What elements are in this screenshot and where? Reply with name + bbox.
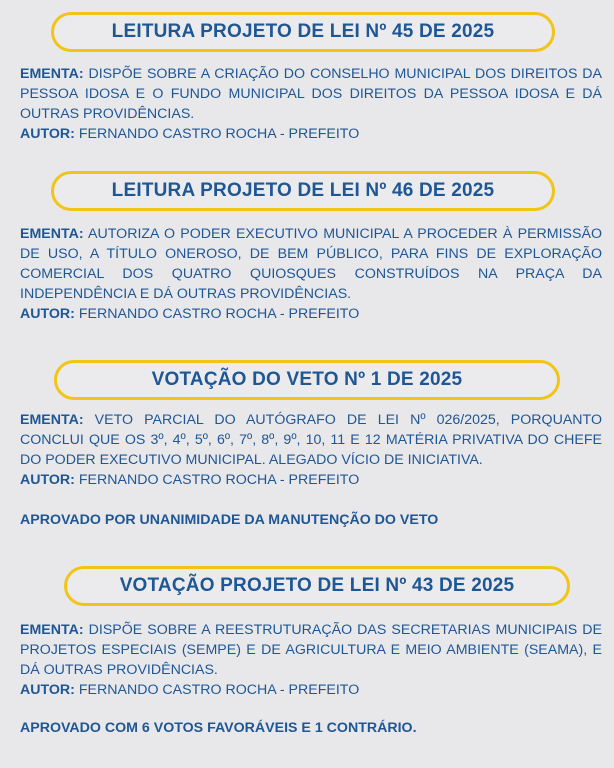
ementa-1 xyxy=(20,64,602,124)
ementa-text-4: DISPÕE SOBRE A REESTRUTURAÇÃO DAS SECRETARIAS MUNICIPAIS DE PROJETOS ESPECIAIS (SEMPE) E DE AGRICULTURA E MEIO AMBIENTE (SEAMA), E DÁ OUTRAS PROVIDÊNCIAS. xyxy=(20,622,602,678)
item-3-body xyxy=(20,410,602,490)
heading-pill-3 xyxy=(54,360,560,400)
ementa-label-3: EMENTA: xyxy=(20,412,84,428)
ementa-text-3: VETO PARCIAL DO AUTÓGRAFO DE LEI Nº 026/2025, PORQUANTO CONCLUI QUE OS 3º, 4º, 5º, 6º, 7º, 8º, 9º, 10, 11 E 12 MATÉRIA PRIVATIVA DO CHEFE DO PODER EXECUTIVO MUNICIPAL. ALEGADO VÍCIO DE INICIATIVA. xyxy=(20,412,602,468)
item-4-body xyxy=(20,620,602,700)
autor-3 xyxy=(20,470,602,490)
ementa-label-2: EMENTA: xyxy=(20,226,84,242)
ementa-label-1: EMENTA: xyxy=(20,66,84,82)
autor-text-3: FERNANDO CASTRO ROCHA - PREFEITO xyxy=(78,472,360,488)
heading-3: VOTAÇÃO DO VETO Nº 1 DE 2025 xyxy=(151,369,463,390)
autor-text-1: FERNANDO CASTRO ROCHA - PREFEITO xyxy=(78,126,360,142)
autor-text-4: FERNANDO CASTRO ROCHA - PREFEITO xyxy=(78,682,360,698)
autor-2 xyxy=(20,304,602,324)
autor-4 xyxy=(20,680,602,700)
autor-label-1: AUTOR: xyxy=(20,126,75,142)
autor-label-4: AUTOR: xyxy=(20,682,75,698)
ementa-2 xyxy=(20,224,602,304)
heading-pill-4 xyxy=(64,566,570,606)
result-4: APROVADO COM 6 VOTOS FAVORÁVEIS E 1 CONTRÁRIO. xyxy=(20,720,417,736)
heading-pill-1 xyxy=(51,12,555,52)
ementa-label-4: EMENTA: xyxy=(20,622,84,638)
ementa-4 xyxy=(20,620,602,680)
ementa-3 xyxy=(20,410,602,470)
heading-pill-2 xyxy=(51,171,555,211)
heading-4: VOTAÇÃO PROJETO DE LEI Nº 43 DE 2025 xyxy=(119,575,515,596)
autor-label-3: AUTOR: xyxy=(20,472,75,488)
ementa-text-1: DISPÕE SOBRE A CRIAÇÃO DO CONSELHO MUNICIPAL DOS DIREITOS DA PESSOA IDOSA E O FUNDO MUNICIPAL DOS DIREITOS DA PESSOA IDOSA E DÁ OUTRAS PROVIDÊNCIAS. xyxy=(20,66,602,122)
result-3: APROVADO POR UNANIMIDADE DA MANUTENÇÃO DO VETO xyxy=(20,512,439,528)
heading-1: LEITURA PROJETO DE LEI Nº 45 DE 2025 xyxy=(111,21,495,42)
autor-label-2: AUTOR: xyxy=(20,306,75,322)
item-1-body xyxy=(20,64,602,144)
autor-1 xyxy=(20,124,602,144)
autor-text-2: FERNANDO CASTRO ROCHA - PREFEITO xyxy=(78,306,360,322)
heading-2: LEITURA PROJETO DE LEI Nº 46 DE 2025 xyxy=(111,180,495,201)
item-2-body xyxy=(20,224,602,324)
ementa-text-2: AUTORIZA O PODER EXECUTIVO MUNICIPAL A PROCEDER À PERMISSÃO DE USO, A TÍTULO ONEROSO, DE BEM PÚBLICO, PARA FINS DE EXPLORAÇÃO COMERCIAL DOS QUATRO QUIOSQUES CONSTRUÍDOS NA PRAÇA DA INDEPENDÊNCIA E DÁ OUTRAS PROVIDÊNCIAS. xyxy=(20,226,602,302)
